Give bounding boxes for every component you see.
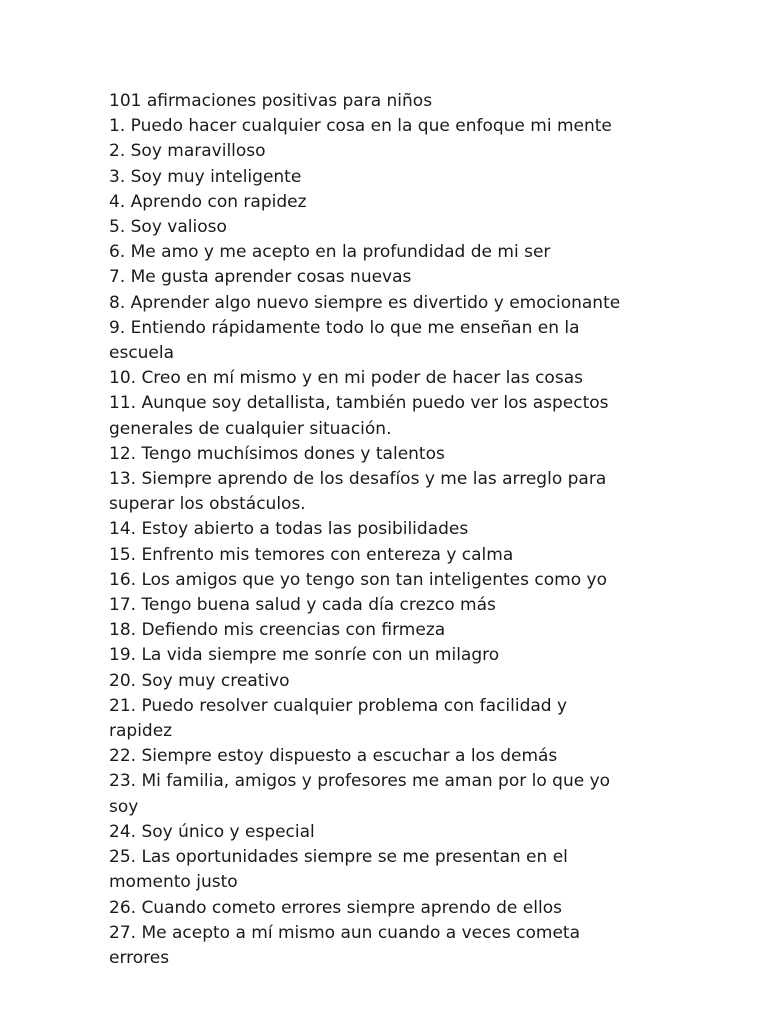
- text-line: momento justo: [109, 872, 238, 893]
- text-line: generales de cualquier situación.: [109, 418, 392, 439]
- document-body: [109, 89, 669, 971]
- text-line: 9. Entiendo rápidamente todo lo que me enseñan en la: [109, 317, 580, 338]
- text-line: 22. Siempre estoy dispuesto a escuchar a los demás: [109, 746, 558, 767]
- text-line: 18. Defiendo mis creencias con firmeza: [109, 620, 446, 641]
- text-line: 3. Soy muy inteligente: [109, 166, 302, 187]
- text-line: 11. Aunque soy detallista, también puedo ver los aspectos: [109, 393, 609, 414]
- text-line: escuela: [109, 343, 175, 364]
- text-line: 10. Creo en mí mismo y en mi poder de hacer las cosas: [109, 368, 583, 389]
- text-line: 19. La vida siempre me sonríe con un milagro: [109, 645, 500, 666]
- text-line: 14. Estoy abierto a todas las posibilidades: [109, 519, 469, 540]
- text-line: 26. Cuando cometo errores siempre aprendo de ellos: [109, 897, 562, 918]
- text-line: 24. Soy único y especial: [109, 821, 315, 842]
- text-line: 4. Aprendo con rapidez: [109, 191, 307, 212]
- text-line: 5. Soy valioso: [109, 217, 227, 238]
- text-line: 2. Soy maravilloso: [109, 141, 266, 162]
- text-line: soy: [109, 796, 139, 817]
- text-line: 6. Me amo y me acepto en la profundidad de mi ser: [109, 242, 551, 263]
- text-line: 27. Me acepto a mí mismo aun cuando a veces cometa: [109, 922, 581, 943]
- text-line: 16. Los amigos que yo tengo son tan inteligentes como yo: [109, 569, 607, 590]
- text-line: superar los obstáculos.: [109, 494, 306, 515]
- text-line: 7. Me gusta aprender cosas nuevas: [109, 267, 412, 288]
- text-line: 20. Soy muy creativo: [109, 670, 290, 691]
- text-line: 21. Puedo resolver cualquier problema con facilidad y: [109, 695, 568, 716]
- text-line: 23. Mi familia, amigos y profesores me aman por lo que yo: [109, 771, 611, 792]
- text-line: 1. Puedo hacer cualquier cosa en la que enfoque mi mente: [109, 116, 612, 137]
- document-title: 101 afirmaciones positivas para niños: [109, 91, 433, 111]
- text-line: 8. Aprender algo nuevo siempre es divertido y emocionante: [109, 292, 621, 313]
- text-line: 25. Las oportunidades siempre se me presentan en el: [109, 847, 568, 868]
- text-line: 13. Siempre aprendo de los desafíos y me las arreglo para: [109, 469, 607, 490]
- text-line: errores: [109, 947, 170, 968]
- text-line: 15. Enfrento mis temores con entereza y calma: [109, 544, 514, 565]
- text-line: 12. Tengo muchísimos dones y talentos: [109, 443, 445, 464]
- text-line: 17. Tengo buena salud y cada día crezco más: [109, 595, 496, 616]
- text-line: rapidez: [109, 721, 173, 742]
